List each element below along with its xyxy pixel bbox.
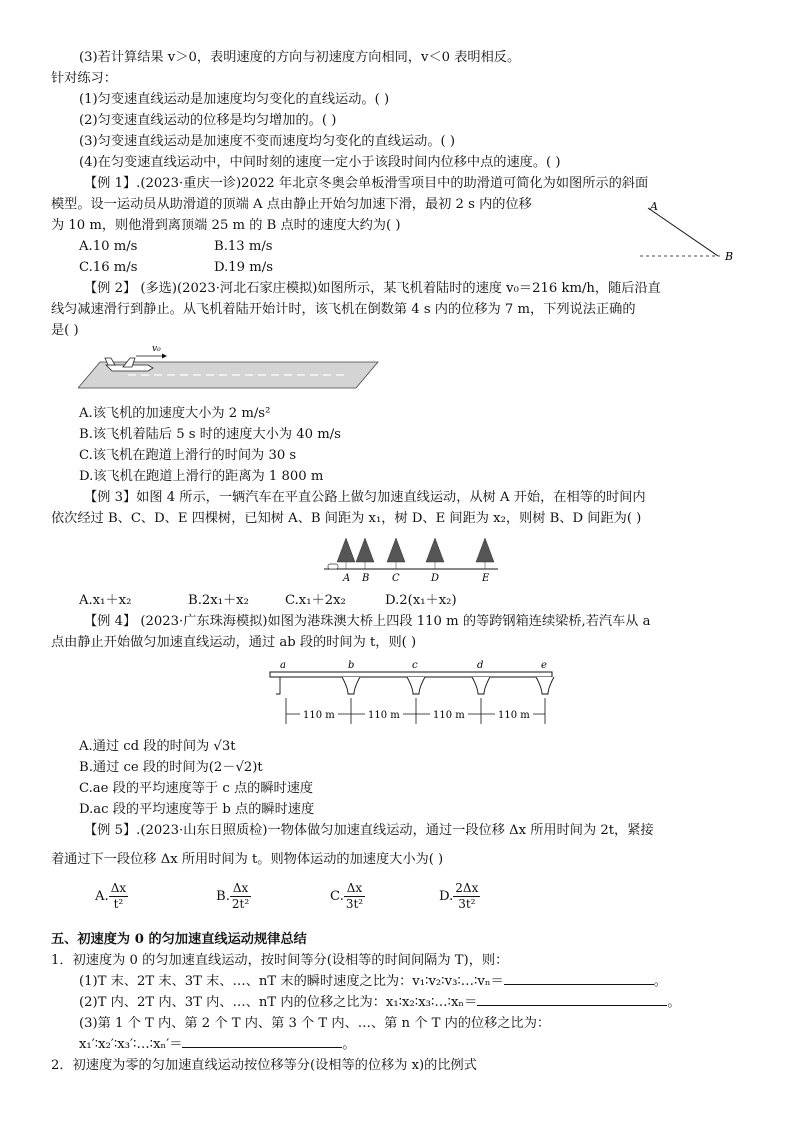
example-2-stem: 是( ) — [51, 323, 79, 338]
summary-item: x₁′∶x₂′∶x₃′∶…∶xₙ′＝ 。 — [79, 1037, 356, 1052]
example-3-stem: 【例 3】如图 4 所示，一辆汽车在平直公路上做匀加速直线运动，从树 A 开始，在相等的时间内 — [84, 490, 646, 505]
point-label: c — [412, 660, 418, 671]
example-2-option: A.该飞机的加速度大小为 2 m/s² — [79, 406, 271, 421]
example-3-option: D.2(x₁＋x₂) — [385, 593, 457, 608]
trees-diagram — [322, 532, 502, 586]
bridge-pier — [407, 677, 425, 694]
bridge-diagram — [262, 658, 562, 728]
fraction: $\frac{\Delta x}{\text{3t²}}$ — [345, 881, 364, 911]
example-4-option: A.通过 cd 段的时间为 √3t — [79, 739, 236, 754]
velocity-label: v₀ — [152, 344, 161, 354]
example-5-stem: 【例 5】.(2023·山东日照质检)一物体做匀加速直线运动，通过一段位移 Δx 所用时间为 2t，紧接 — [84, 823, 654, 838]
span-label: 110 m — [368, 710, 400, 721]
tree-label: D — [431, 573, 440, 584]
example-1-option: C.16 m/s — [79, 260, 138, 275]
slope-diagram — [640, 196, 752, 266]
span-label: 110 m — [303, 710, 335, 721]
span-label: 110 m — [433, 710, 465, 721]
practice-item: (3)匀变速直线运动是加速度不变而速度均匀变化的直线运动。( ) — [79, 134, 456, 149]
example-5-stem: 着通过下一段位移 Δx 所用时间为 t。则物体运动的加速度大小为( ) — [51, 852, 444, 867]
point-b-label: B — [725, 250, 734, 263]
tree-label: A — [343, 573, 351, 584]
point-label: b — [348, 660, 355, 671]
runway-diagram — [78, 338, 388, 394]
example-2-option: C.该飞机在跑道上滑行的时间为 30 s — [79, 448, 297, 463]
example-4-stem: 点由静止开始做匀加速直线运动，通过 ab 段的时间为 t，则( ) — [51, 635, 417, 650]
bridge-deck — [270, 672, 552, 677]
example-2-stem: 【例 2】 (多选)(2023·河北石家庄模拟)如图所示，某飞机着陆时的速度 v₀＝216 km/h，随后沿直 — [84, 281, 661, 296]
tree-icon — [337, 538, 355, 569]
fraction: $\frac{\Delta x}{\text{t²}}$ — [110, 881, 127, 911]
example-1-option: A.10 m/s — [79, 239, 138, 254]
section-heading: 五、初速度为 0 的匀加速直线运动规律总结 — [51, 932, 307, 947]
point-label: e — [541, 660, 547, 671]
summary-item: (1)T 末、2T 末、3T 末、…、nT 末的瞬时速度之比为：v₁∶v₂∶v₃∶…∶vₙ＝ 。 — [79, 974, 667, 989]
example-5-option-d: D. $\frac{2\Delta x}{\text{3t²}}$ — [439, 881, 479, 911]
example-5-option-b: B. $\frac{\Delta x}{\text{2t²}}$ — [216, 881, 250, 911]
slope-line — [648, 208, 718, 256]
practice-heading: 针对练习： — [51, 71, 117, 86]
example-1-stem: 为 10 m，则他滑到离顶端 25 m 的 B 点时的速度大约为( ) — [51, 218, 401, 233]
example-5-option-c: C. $\frac{\Delta x}{\text{3t²}}$ — [330, 881, 364, 911]
summary-paragraph: 2．初速度为零的匀加速直线运动按位移等分(设相等的位移为 x)的比例式 — [51, 1058, 477, 1073]
example-3-option: C.x₁＋2x₂ — [285, 593, 346, 608]
fraction: $\frac{\Delta x}{\text{2t²}}$ — [231, 881, 250, 911]
answer-blank[interactable] — [477, 993, 667, 1006]
tree-icon — [426, 538, 444, 569]
tree-label: B — [362, 573, 370, 584]
tree-icon — [476, 538, 494, 569]
practice-item: (1)匀变速直线运动是加速度均匀变化的直线运动。( ) — [79, 92, 390, 107]
example-4-stem: 【例 4】 (2023·广东珠海模拟)如图为港珠澳大桥上四段 110 m 的等跨钢箱连续梁桥,若汽车从 a — [84, 614, 651, 629]
example-4-option: C.ae 段的平均速度等于 c 点的瞬时速度 — [79, 781, 314, 796]
point-label: d — [477, 660, 484, 671]
bridge-pier — [536, 677, 554, 694]
intro-note: (3)若计算结果 v＞0，表明速度的方向与初速度方向相同，v＜0 表明相反。 — [79, 50, 521, 65]
example-1-stem: 【例 1】.(2023·重庆一诊)2022 年北京冬奥会单板滑雪项目中的助滑道可简化为如图所示的斜面 — [84, 176, 649, 191]
answer-blank[interactable] — [182, 1035, 342, 1048]
example-4-option: D.ac 段的平均速度等于 b 点的瞬时速度 — [79, 802, 315, 817]
bridge-pier — [276, 677, 280, 694]
example-3-option: A.x₁＋x₂ — [79, 593, 132, 608]
example-4-option: B.通过 ce 段的时间为(2－√2)t — [79, 760, 263, 775]
example-1-option: B.13 m/s — [214, 239, 273, 254]
car-icon — [328, 564, 338, 569]
fraction: $\frac{2\Delta x}{\text{3t²}}$ — [455, 881, 479, 911]
example-1-option: D.19 m/s — [214, 260, 273, 275]
example-2-stem: 线匀减速滑行到静止。从飞机着陆开始计时，该飞机在倒数第 4 s 内的位移为 7 m，下列说法正确的 — [51, 302, 636, 317]
tree-icon — [356, 538, 374, 569]
point-a-label: A — [650, 200, 658, 213]
tree-icon — [387, 538, 405, 569]
practice-item: (4)在匀变速直线运动中，中间时刻的速度一定小于该段时间内位移中点的速度。( ) — [79, 155, 561, 170]
bridge-pier — [472, 677, 490, 694]
example-1-stem: 模型。设一运动员从助滑道的顶端 A 点由静止开始匀加速下滑，最初 2 s 内的位移 — [51, 197, 532, 212]
summary-item: (3)第 1 个 T 内、第 2 个 T 内、第 3 个 T 内、…、第 n 个 T 内的位移之比为： — [79, 1016, 551, 1031]
answer-blank[interactable] — [504, 972, 654, 985]
example-2-option: B.该飞机着陆后 5 s 时的速度大小为 40 m/s — [79, 427, 341, 442]
practice-item: (2)匀变速直线运动的位移是均匀增加的。( ) — [79, 113, 337, 128]
bridge-pier — [342, 677, 360, 694]
example-3-stem: 依次经过 B、C、D、E 四棵树，已知树 A、B 间距为 x₁，树 D、E 间距为 x₂，则树 B、D 间距为( ) — [51, 511, 642, 526]
example-5-option-a: A. $\frac{\Delta x}{\text{t²}}$ — [95, 881, 127, 911]
point-label: a — [280, 660, 286, 671]
span-label: 110 m — [498, 710, 530, 721]
summary-item: (2)T 内、2T 内、3T 内、…、nT 内的位移之比为：x₁∶x₂∶x₃∶…∶xₙ＝ 。 — [79, 995, 681, 1010]
summary-paragraph: 1．初速度为 0 的匀加速直线运动，按时间等分(设相等的时间间隔为 T)，则： — [51, 953, 509, 968]
tree-label: E — [482, 573, 490, 584]
tree-label: C — [392, 573, 400, 584]
example-2-option: D.该飞机在跑道上滑行的距离为 1 800 m — [79, 469, 324, 484]
example-3-option: B.2x₁＋x₂ — [188, 593, 249, 608]
velocity-arrow-head — [162, 354, 167, 359]
